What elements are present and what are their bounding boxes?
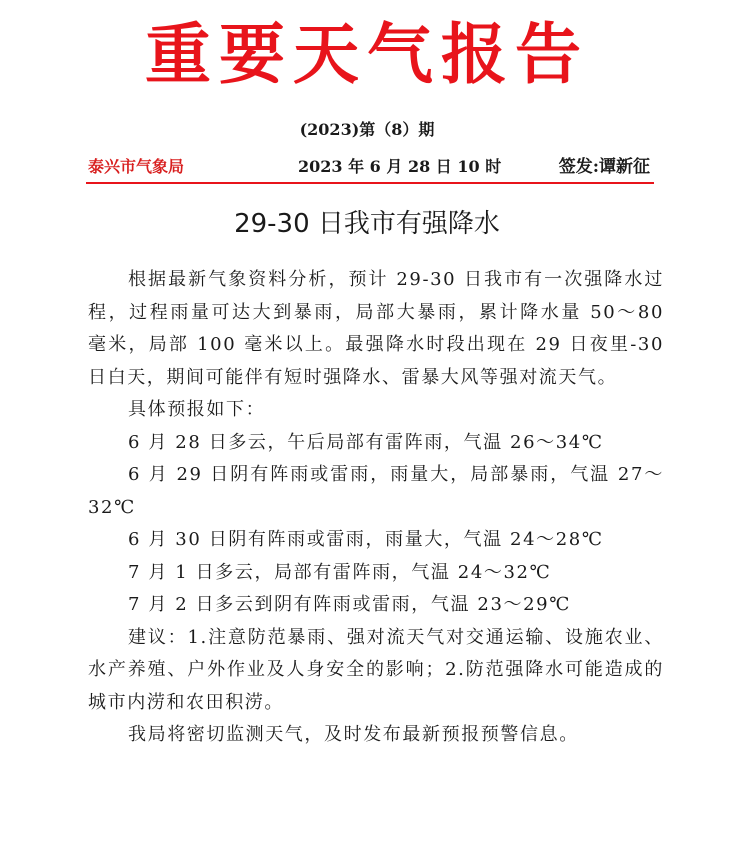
body-paragraph-summary: 根据最新气象资料分析，预计 29-30 日我市有一次强降水过程，过程雨量可达大到暴雨，局部大暴雨，累计降水量 50～80 毫米，局部 100 毫米以上。最强降水时段出现在 29 日夜里-30 日白天，期间可能伴有短时强降水、雷暴大风等强对流天气。 [88,269,664,388]
forecast-line: 6 月 28 日多云，午后局部有雷阵雨，气温 26～34℃ [128,431,604,453]
signer: 签发:谭新征 [558,157,650,177]
issue-meta-row [86,156,654,178]
forecast-line: 7 月 2 日多云到阴有阵雨或雷雨，气温 23～29℃ [128,594,571,615]
report-body [88,264,664,752]
report-masthead: 重要天气报告 [145,16,589,93]
forecast-line: 7 月 1 日多云，局部有雷阵雨，气温 24～32℃ [128,561,552,583]
report-headline: 29-30 日我市有强降水 [234,209,500,239]
issuing-organization: 泰兴市气象局 [88,157,185,176]
body-paragraph-advice: 建议：1.注意防范暴雨、强对流天气对交通运输、设施农业、水产养殖、户外作业及人身安全的影响；2.防范强降水可能造成的城市内涝和农田积涝。 [88,626,664,713]
issue-number: (2023)第（8）期 [299,120,435,139]
forecast-line: 6 月 30 日阴有阵雨或雷雨，雨量大，气温 24～28℃ [128,529,604,550]
body-paragraph-forecast-intro: 具体预报如下： [128,399,266,420]
header-divider [86,182,654,184]
forecast-line: 6 月 29 日阴有阵雨或雷雨，雨量大，局部暴雨，气温 27～32℃ [88,464,664,518]
issue-datetime: 2023 年 6 月 28 日 10 时 [298,157,502,176]
body-paragraph-closing: 我局将密切监测天气，及时发布最新预报预警信息。 [128,724,579,745]
